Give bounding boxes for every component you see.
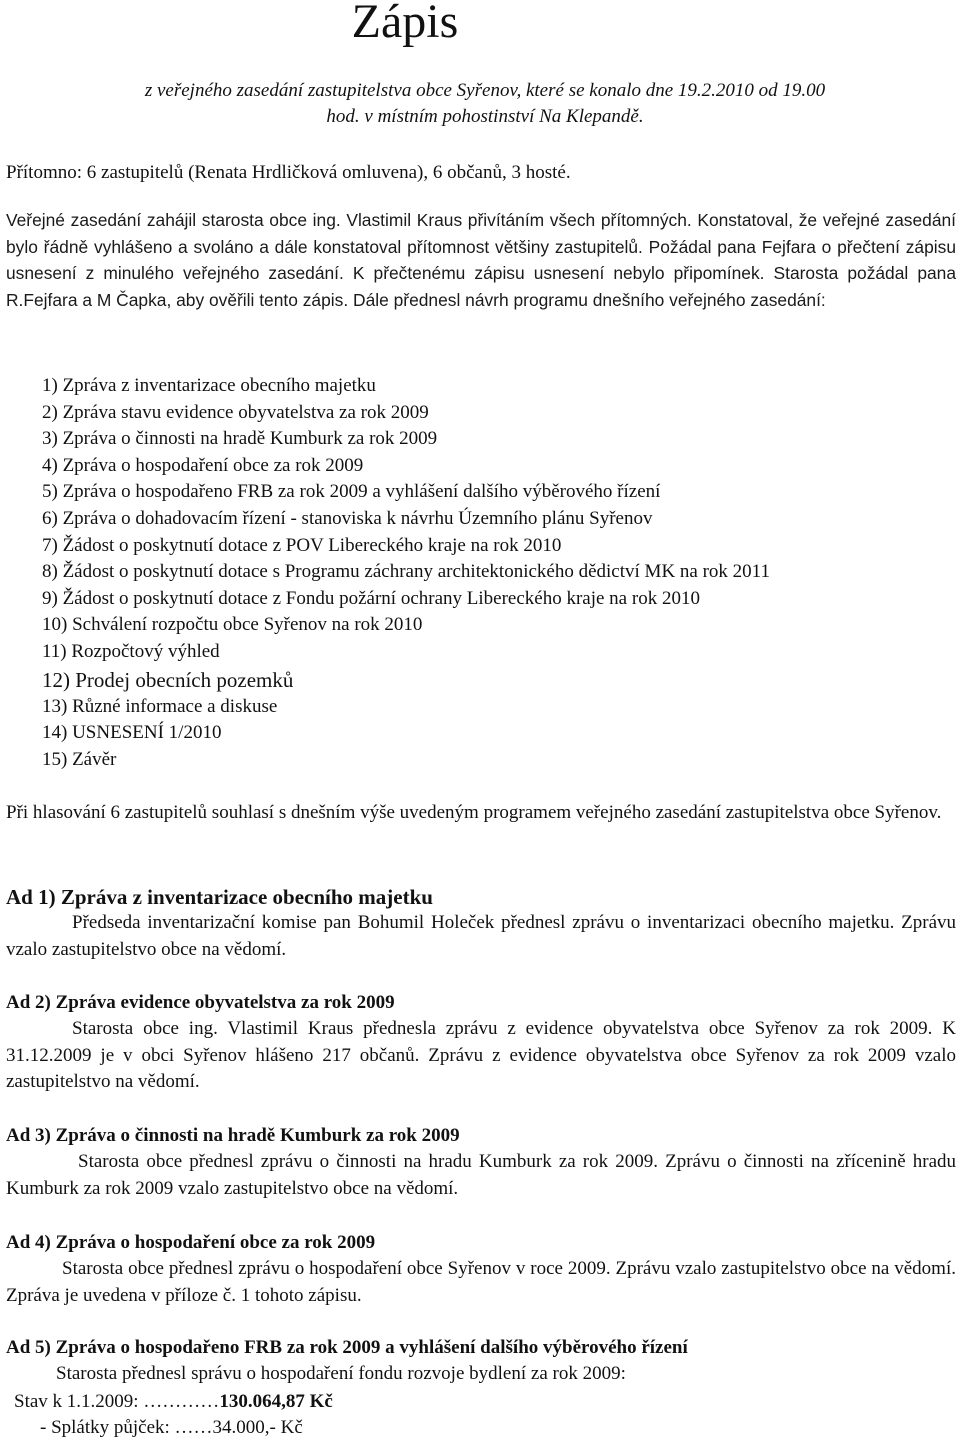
subtitle-line-2: hod. v místním pohostinství Na Klepandě. [326, 106, 644, 127]
section-text: Starosta přednesl správu o hospodaření fondu rozvoje bydlení za rok 2009: [56, 1363, 626, 1384]
fund-state-row [14, 1389, 333, 1415]
agenda-item: 3) Zpráva o činnosti na hradě Kumburk za rok 2009 [42, 428, 438, 450]
section-text: Starosta obce přednesl zprávu o činnosti na hradu Kumburk za rok 2009. Zprávu o činnosti na zřícenině hradu Kumburk za rok 2009 vzalo zastupitelstvo obce na vědomí. [6, 1151, 956, 1199]
fund-state-value: 130.064,87 Kč [219, 1391, 333, 1412]
attendance-paragraph: Přítomno: 6 zastupitelů (Renata Hrdličková omluvena), 6 občanů, 3 hosté. [6, 162, 571, 183]
agenda-item: 7) Žádost o poskytnutí dotace z POV Libereckého kraje na rok 2010 [42, 534, 562, 556]
section-heading: Ad 1) Zpráva z inventarizace obecního majetku [6, 885, 433, 909]
agenda-item: 14) USNESENÍ 1/2010 [42, 722, 222, 744]
agenda-item: 6) Zpráva o dohadovacím řízení - stanoviska k návrhu Územního plánu Syřenov [42, 507, 653, 529]
agenda-item: 15) Závěr [42, 748, 117, 770]
section-heading: Ad 5) Zpráva o hospodařeno FRB za rok 2009 a vyhlášení dalšího výběrového řízení [6, 1337, 688, 1358]
agenda-item: 12) Prodej obecních pozemků [42, 667, 294, 692]
agenda-item: 9) Žádost o poskytnutí dotace z Fondu požární ochrany Libereckého kraje na rok 2010 [42, 587, 700, 609]
agenda-item: 4) Zpráva o hospodaření obce za rok 2009 [42, 454, 364, 476]
section-heading: Ad 4) Zpráva o hospodaření obce za rok 2009 [6, 1232, 376, 1253]
agenda-item: 10) Schválení rozpočtu obce Syřenov na rok 2010 [42, 614, 423, 636]
section-heading: Ad 2) Zpráva evidence obyvatelstva za rok 2009 [6, 992, 395, 1013]
agenda-item: 13) Různé informace a diskuse [42, 695, 278, 717]
agenda-item: 5) Zpráva o hospodařeno FRB za rok 2009 a vyhlášení dalšího výběrového řízení [42, 481, 661, 503]
page-title: Zápis [351, 0, 459, 48]
intro-sentence-body: Konstatoval, že veřejné zasedání bylo řádně vyhlášeno a svoláno a dále konstatoval přítomnost většiny zastupitelů. Požádal pana Fejfara o přečtení zápisu usnesení z minulého veřejného zasedání. K přečtenému zápisu usnesení nebylo připomínek. Starosta požádal pana R.Fejfara a M Čapka, aby ověřili tento zápis. [6, 210, 956, 311]
section-text: Starosta obce ing. Vlastimil Kraus přednesla zprávu z evidence obyvatelstva obce Syřenov za rok 2009. K 31.12.2009 je v obci Syřenov hlášeno 217 občanů. Zprávu z evidence obyvatelstva obce Syřenov za rok 2009 vzalo zastupitelstvo na vědomí. [6, 1018, 956, 1092]
document-subtitle [20, 78, 950, 130]
section-text: Starosta obce přednesl zprávu o hospodaření obce Syřenov v roce 2009. Zprávu vzalo zastupitelstvo obce na vědomí. Zpráva je uvedena v příloze č. 1 tohoto zápisu. [6, 1258, 956, 1306]
section-1 [6, 884, 956, 963]
section-text: Předseda inventarizační komise pan Bohumil Holeček přednesl zprávu o inventarizaci obecního majetku. Zprávu vzalo zastupitelstvo obce na vědomí. [6, 912, 956, 960]
agenda-item: 2) Zpráva stavu evidence obyvatelstva za rok 2009 [42, 401, 429, 423]
intro-paragraph [6, 207, 956, 314]
intro-sentence-agenda: Dále přednesl návrh programu dnešního veřejného zasedání: [348, 290, 826, 311]
vote-paragraph: Při hlasování 6 zastupitelů souhlasí s dnešním výše uvedeným programem veřejného zasedání zastupitelstva obce Syřenov. [6, 802, 942, 823]
subtitle-line-1: z veřejného zasedání zastupitelstva obce Syřenov, které se konalo dne 19.2.2010 od 19.00 [144, 80, 826, 101]
section-2 [6, 990, 956, 1096]
agenda-item: 8) Žádost o poskytnutí dotace s Programu záchrany architektonického dědictví MK na rok 2011 [42, 561, 770, 583]
agenda-item: 1) Zpráva z inventarizace obecního majetku [42, 375, 376, 396]
intro-sentence-opening: Veřejné zasedání zahájil starosta obce ing. Vlastimil Kraus přivítáním všech přítomných. [6, 210, 692, 230]
section-4 [6, 1230, 956, 1309]
section-3 [6, 1123, 956, 1202]
section-5 [6, 1335, 956, 1388]
fund-state-label: Stav k 1.1.2009: ………… [14, 1391, 220, 1412]
agenda-item: 11) Rozpočtový výhled [42, 640, 220, 662]
loan-repayments-row: - Splátky půjček: ……34.000,- Kč [40, 1417, 303, 1438]
agenda-list [42, 373, 952, 773]
section-heading: Ad 3) Zpráva o činnosti na hradě Kumburk za rok 2009 [6, 1125, 460, 1146]
